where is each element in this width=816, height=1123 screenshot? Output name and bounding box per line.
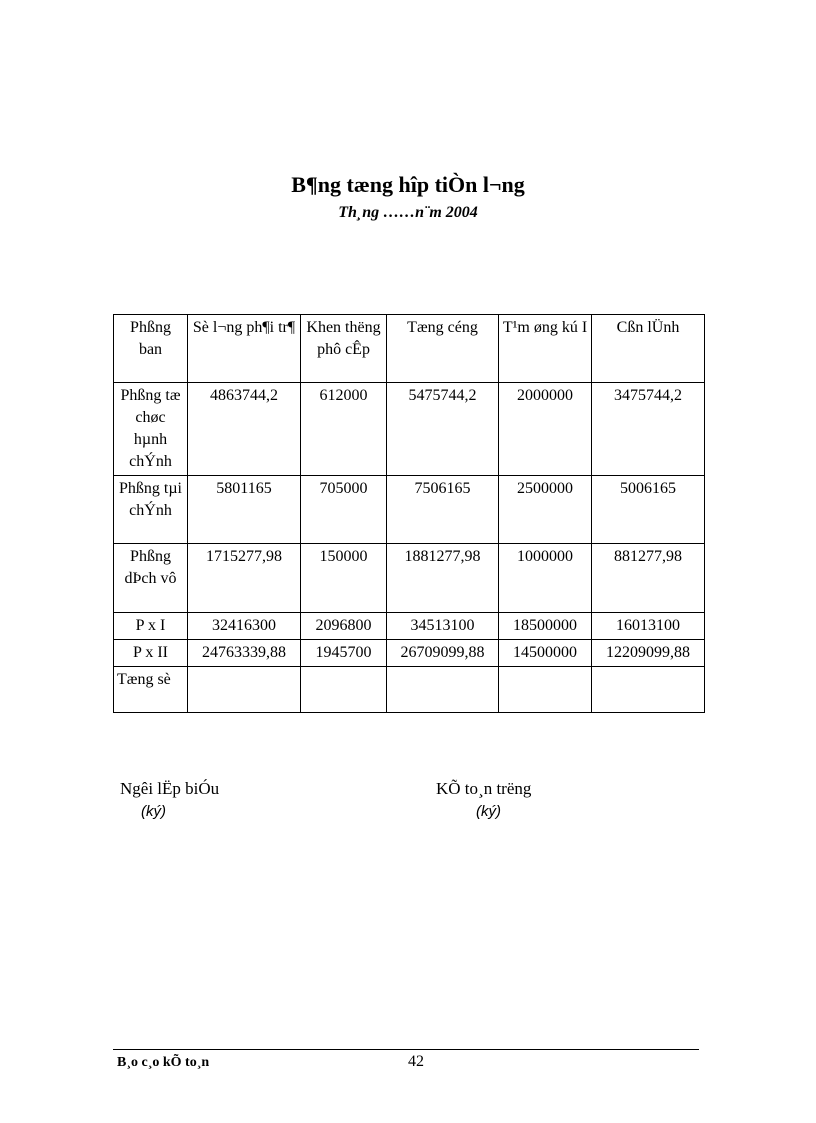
table-cell: 18500000 [499, 613, 592, 640]
table-cell: 7506165 [387, 476, 499, 544]
header-remaining: Cßn lÜnh [592, 315, 705, 383]
footer-report-title: B¸o c¸o kÕ to¸n [117, 1055, 210, 1070]
table-cell: 12209099,88 [592, 640, 705, 667]
table-cell: Tæng sè [114, 667, 188, 713]
page-number: 42 [408, 1053, 424, 1070]
table-cell: 612000 [301, 383, 387, 476]
table-cell: Phßng tæ chøc hµnh chÝnh [114, 383, 188, 476]
table-row [114, 383, 705, 476]
table-cell: P x II [114, 640, 188, 667]
table-row [114, 544, 705, 613]
table-cell: 2000000 [499, 383, 592, 476]
table-cell: 150000 [301, 544, 387, 613]
preparer-sign-note: (ký) [141, 803, 166, 820]
header-total: Tæng céng [387, 315, 499, 383]
table-row [114, 476, 705, 544]
table-cell [301, 667, 387, 713]
header-department: Phßng ban [114, 315, 188, 383]
table-cell: 5006165 [592, 476, 705, 544]
table-cell: 5801165 [188, 476, 301, 544]
table-cell: Phßng dÞch vô [114, 544, 188, 613]
document-subtitle: Th¸ng ……n¨m 2004 [338, 204, 478, 221]
table-cell: 14500000 [499, 640, 592, 667]
preparer-label: Ngêi lËp biÓu [120, 779, 220, 798]
salary-summary-table [113, 314, 705, 713]
table-cell [188, 667, 301, 713]
table-cell [592, 667, 705, 713]
table-cell [387, 667, 499, 713]
table-cell: 705000 [301, 476, 387, 544]
table-cell: 5475744,2 [387, 383, 499, 476]
table-row [114, 640, 705, 667]
table-cell: 2096800 [301, 613, 387, 640]
table-header-row [114, 315, 705, 383]
table-cell: Phßng tµi chÝnh [114, 476, 188, 544]
table-cell: 4863744,2 [188, 383, 301, 476]
table-cell: 1881277,98 [387, 544, 499, 613]
table-cell: P x I [114, 613, 188, 640]
table-cell: 881277,98 [592, 544, 705, 613]
table-cell: 16013100 [592, 613, 705, 640]
table-row [114, 667, 705, 713]
table-cell: 3475744,2 [592, 383, 705, 476]
header-bonus-allowance: Khen thëng phô cÊp [301, 315, 387, 383]
table-cell: 26709099,88 [387, 640, 499, 667]
table-cell: 34513100 [387, 613, 499, 640]
table-row [114, 613, 705, 640]
header-salary-payable: Sè l¬ng ph¶i tr¶ [188, 315, 301, 383]
document-title: B¶ng tæng hîp tiÒn l¬ng [291, 172, 525, 197]
footer-divider [113, 1049, 699, 1050]
chief-accountant-sign-note: (ký) [476, 803, 501, 820]
table-cell: 24763339,88 [188, 640, 301, 667]
chief-accountant-label: KÕ to¸n trëng [436, 779, 532, 798]
table-cell: 1945700 [301, 640, 387, 667]
table-cell [499, 667, 592, 713]
table-cell: 32416300 [188, 613, 301, 640]
table-cell: 1000000 [499, 544, 592, 613]
table-cell: 1715277,98 [188, 544, 301, 613]
header-advance-period-1: T¹m øng kú I [499, 315, 592, 383]
table-cell: 2500000 [499, 476, 592, 544]
